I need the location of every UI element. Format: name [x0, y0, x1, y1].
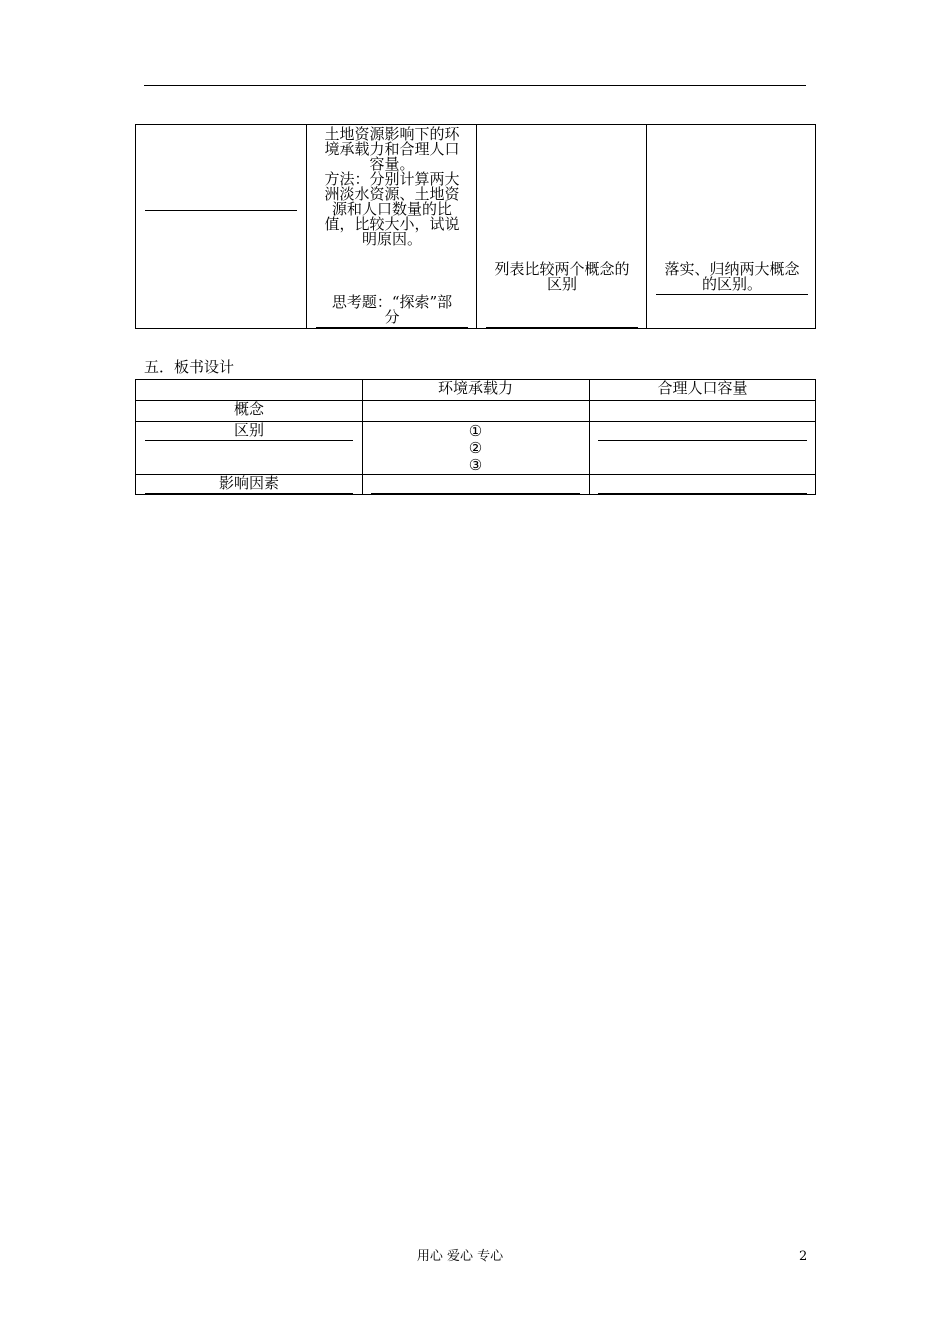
- col4-line: 的区别。: [701, 275, 762, 293]
- fill-blank: [316, 327, 468, 328]
- fill-blank: [598, 493, 807, 494]
- lesson-col-4: [646, 125, 817, 328]
- lesson-col-1: [136, 125, 306, 328]
- col3-text: [482, 262, 642, 292]
- header-carrying-capacity: 环境承载力: [437, 379, 513, 397]
- fill-blank: [371, 474, 580, 475]
- fill-blank: [598, 440, 807, 441]
- fill-blank: [371, 493, 580, 494]
- fill-blank: [145, 210, 297, 211]
- lesson-table: [135, 124, 816, 329]
- header-population-capacity: 合理人口容量: [657, 379, 748, 397]
- point-2: ②: [468, 439, 483, 457]
- difference-points: [362, 423, 589, 474]
- fill-blank: [371, 400, 580, 401]
- point-1: ①: [468, 422, 483, 440]
- col2-think-line: 分: [384, 308, 400, 326]
- page-number: 2: [799, 1249, 808, 1264]
- row-label-factors: 影响因素: [218, 474, 279, 492]
- col2-line: 源和人口数量的比: [331, 200, 452, 218]
- col2-line: 土地资源影响下的环: [324, 125, 460, 143]
- footer-motto: 用心 爱心 专心: [416, 1249, 504, 1264]
- col2-line: 容量。: [369, 155, 415, 173]
- col3-line: 区别: [546, 275, 577, 293]
- col2-line: 明原因。: [361, 230, 422, 248]
- col2-think: [312, 295, 472, 325]
- lesson-col-3: [476, 125, 647, 328]
- fill-blank: [145, 440, 353, 441]
- col2-line: 值，比较大小，试说: [324, 215, 460, 233]
- col2-text: [312, 127, 472, 247]
- col2-line: 方法：分别计算两大: [324, 170, 460, 188]
- col2-line: 境承载力和合理人口: [324, 140, 460, 158]
- col4-line: 落实、归纳两大概念: [664, 260, 800, 278]
- point-3: ③: [468, 456, 483, 474]
- col2-line: 洲淡水资源、土地资: [324, 185, 460, 203]
- lesson-col-2: [306, 125, 477, 328]
- row-label-concept: 概念: [233, 400, 264, 418]
- col4-text: [652, 262, 812, 292]
- header-rule: [144, 85, 806, 86]
- fill-blank: [598, 400, 807, 401]
- col-divider: [589, 380, 590, 494]
- fill-blank: [145, 493, 353, 494]
- fill-blank: [486, 327, 638, 328]
- row-label-difference: 区别: [233, 421, 264, 439]
- col3-line: 列表比较两个概念的: [494, 260, 630, 278]
- section-title: 五．板书设计: [144, 358, 235, 376]
- fill-blank: [598, 421, 807, 422]
- board-table: [135, 379, 816, 495]
- col2-think-line: 思考题：“探索”部: [331, 293, 453, 311]
- fill-blank: [656, 294, 808, 295]
